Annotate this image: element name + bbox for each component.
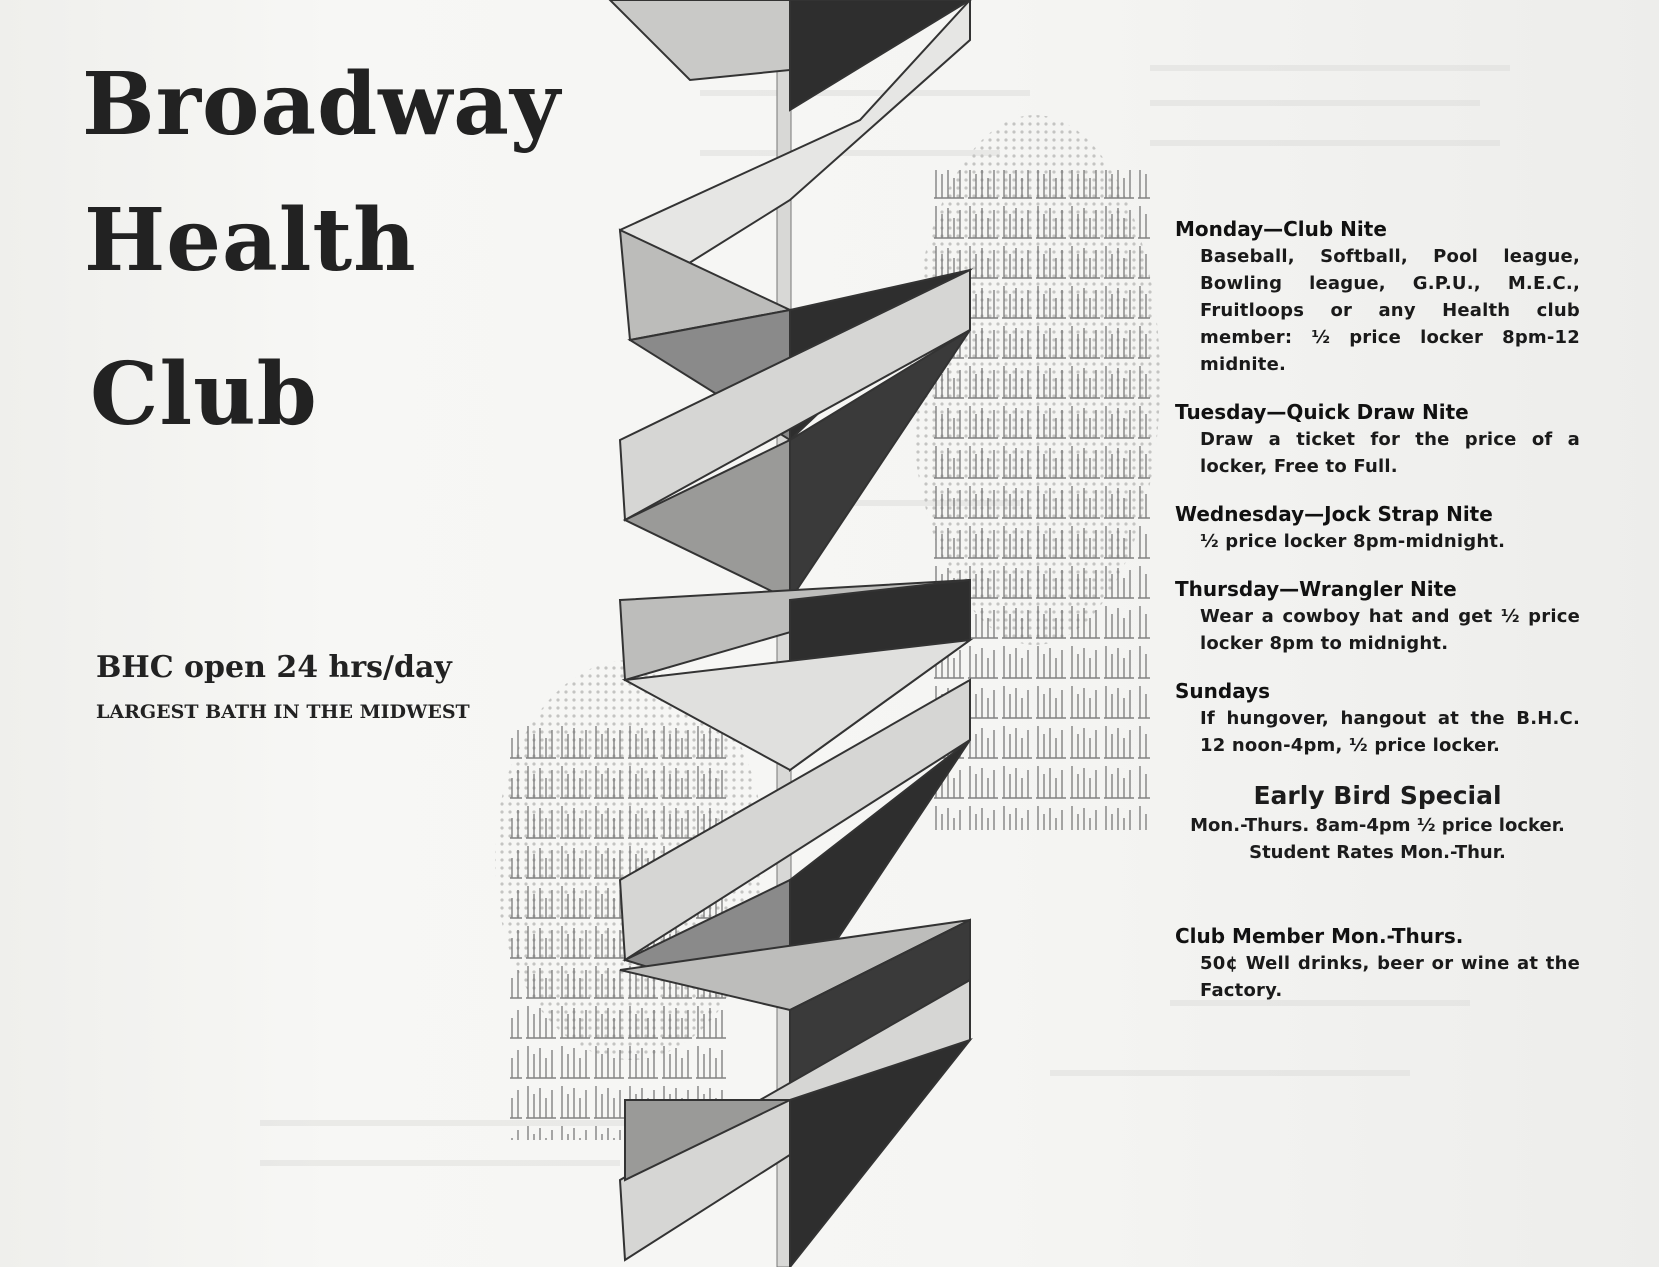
title-line-2: Health: [84, 190, 417, 291]
largest-bath: LARGEST BATH IN THE MIDWEST: [96, 701, 470, 723]
club-member-text: 50¢ Well drinks, beer or wine at the Factory.: [1200, 953, 1580, 1001]
title-line-1: Broadway: [82, 54, 561, 155]
schedule-desc: If hungover, hangout at the B.H.C. 12 noon-4pm, ½ price locker.: [1200, 708, 1580, 756]
bleed-through-line: [1150, 65, 1510, 71]
weekly-schedule: [1175, 215, 1580, 779]
schedule-desc: Baseball, Softball, Pool league, Bowling league, G.P.U., M.E.C., Fruitloops or any Health club member: ½ price locker 8pm-12 midnite.: [1200, 246, 1580, 375]
student-rates: Student Rates Mon.-Thur.: [1249, 842, 1506, 863]
club-member-title: Club Member Mon.-Thurs.: [1175, 924, 1464, 948]
schedule-day: Monday—Club Nite: [1175, 217, 1387, 241]
bleed-through-line: [1150, 140, 1500, 146]
schedule-day: Sundays: [1175, 679, 1271, 703]
schedule-desc: Wear a cowboy hat and get ½ price locker 8pm to midnight.: [1200, 606, 1580, 654]
schedule-day: Wednesday—Jock Strap Nite: [1175, 502, 1493, 526]
early-bird-special: [1175, 780, 1580, 866]
schedule-desc: Draw a ticket for the price of a locker, Free to Full.: [1200, 429, 1580, 477]
open-hours: BHC open 24 hrs/day: [96, 650, 452, 685]
title-line-3: Club: [90, 344, 318, 445]
schedule-day: Thursday—Wrangler Nite: [1175, 577, 1457, 601]
club-member-offer: [1175, 922, 1580, 1024]
early-bird-title: Early Bird Special: [1253, 781, 1502, 810]
bleed-through-line: [1150, 100, 1480, 106]
early-bird-line: Mon.-Thurs. 8am-4pm ½ price locker.: [1190, 815, 1565, 836]
schedule-day: Tuesday—Quick Draw Nite: [1175, 400, 1469, 424]
spiral-illustration: [490, 0, 1170, 1267]
schedule-desc: ½ price locker 8pm-midnight.: [1200, 531, 1506, 552]
